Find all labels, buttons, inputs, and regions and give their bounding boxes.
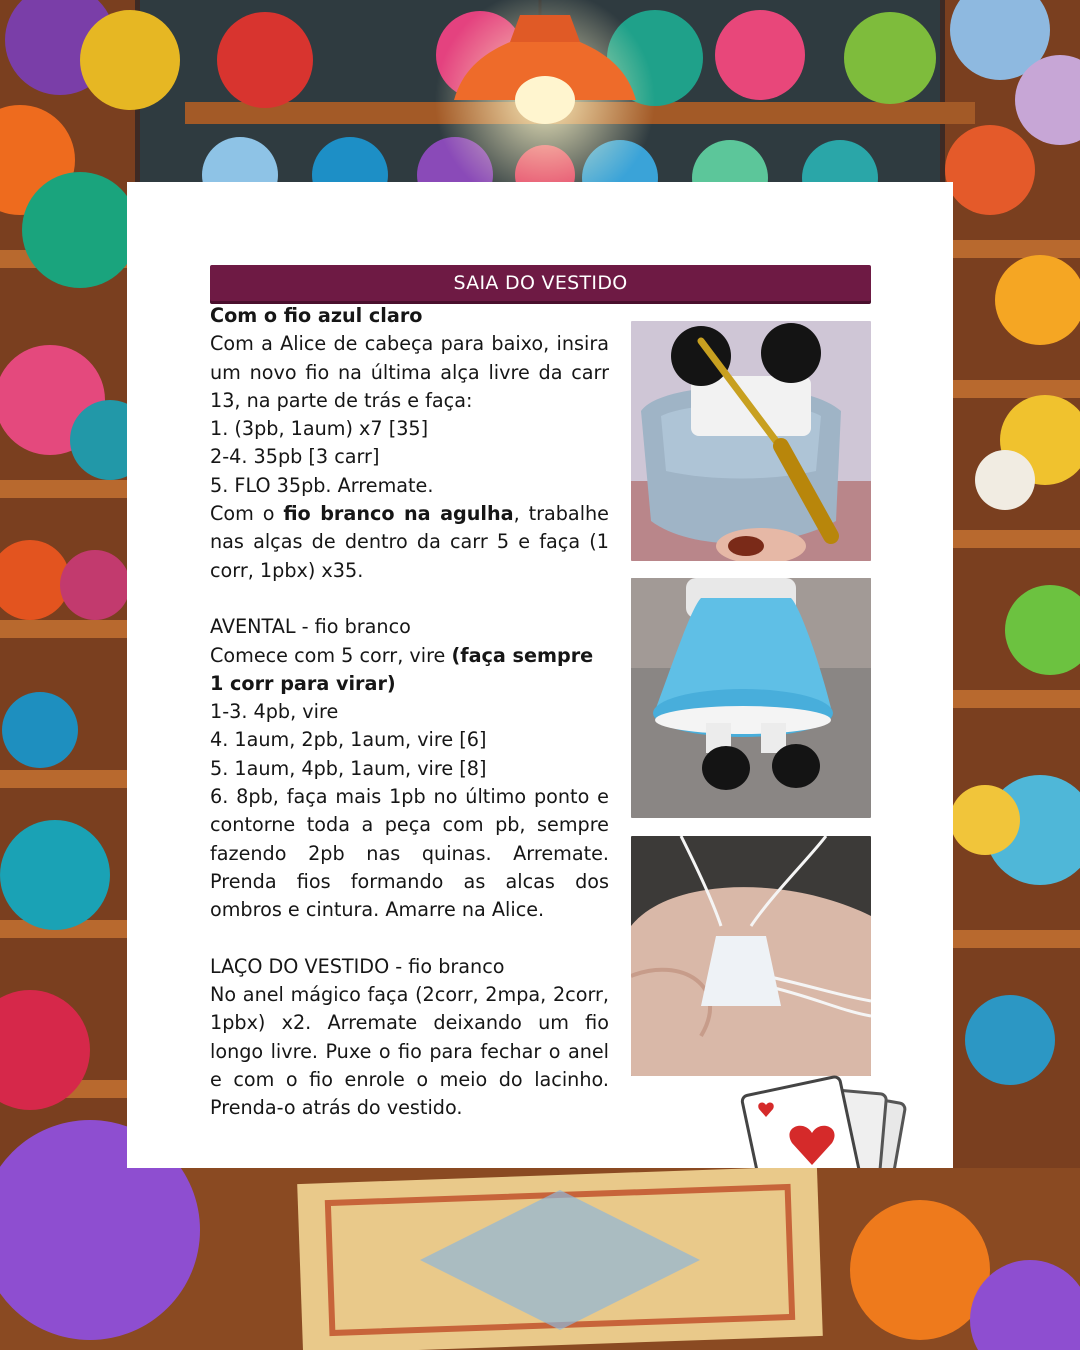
text-span: , trabalhe nas alças de dentro da carr 5 e faça (1 corr, 1pbx) x35. (210, 502, 609, 582)
skirt-row: 5. FLO 35pb. Arremate. (210, 473, 434, 497)
spacer (210, 925, 609, 953)
apron-row: 4. 1aum, 2pb, 1aum, vire [6] (210, 728, 487, 752)
photo-finished-skirt (631, 578, 871, 818)
instructions-column (210, 302, 609, 1123)
skirt-white-yarn-step (210, 500, 609, 585)
bow-text: No anel mágico faça (2corr, 2mpa, 2corr, 1pbx) x2. Arremate deixando um fio longo livre. Puxe o fio para fechar o anel e com o fio enrole o meio do lacinho. Prenda-o atrás do vestido. (210, 983, 609, 1120)
text-span: Com o (210, 502, 284, 526)
skirt-heading: Com o fio azul claro (210, 304, 423, 327)
spacer (210, 585, 609, 613)
pattern-page (127, 182, 953, 1168)
photo-skirt-crochet (631, 321, 871, 561)
photo-apron (631, 836, 871, 1076)
text-span: Comece com 5 corr, vire (210, 643, 452, 667)
text-span-bold: (faça sempre 1 corr para virar) (210, 643, 594, 695)
apron-row: 5. 1aum, 4pb, 1aum, vire [8] (210, 756, 487, 780)
apron-row: 1-3. 4pb, vire (210, 700, 339, 724)
apron-final-row: 6. 8pb, faça mais 1pb no último ponto e contorne toda a peça com pb, sempre fazendo 2pb nas quinas. Arremate. Prenda fios formando as alcas dos ombros e cintura. Amarre na Alice. (210, 785, 609, 922)
skirt-row: 2-4. 35pb [3 carr] (210, 445, 380, 469)
hanging-lamp-icon (435, 0, 655, 210)
playing-cards-decoration (732, 1075, 912, 1168)
playing-cards-icon (732, 1075, 912, 1168)
skirt-intro: Com a Alice de cabeça para baixo, insira um novo fio na última alça livre da carr 13, na parte de trás e faça: (210, 332, 609, 412)
section-title: SAIA DO VESTIDO (210, 265, 871, 301)
text-span-bold: fio branco na agulha (283, 502, 514, 526)
apron-start (210, 642, 609, 699)
apron-heading: AVENTAL - fio branco (210, 615, 411, 639)
bow-heading: LAÇO DO VESTIDO - fio branco (210, 954, 505, 978)
skirt-row: 1. (3pb, 1aum) x7 [35] (210, 417, 429, 441)
